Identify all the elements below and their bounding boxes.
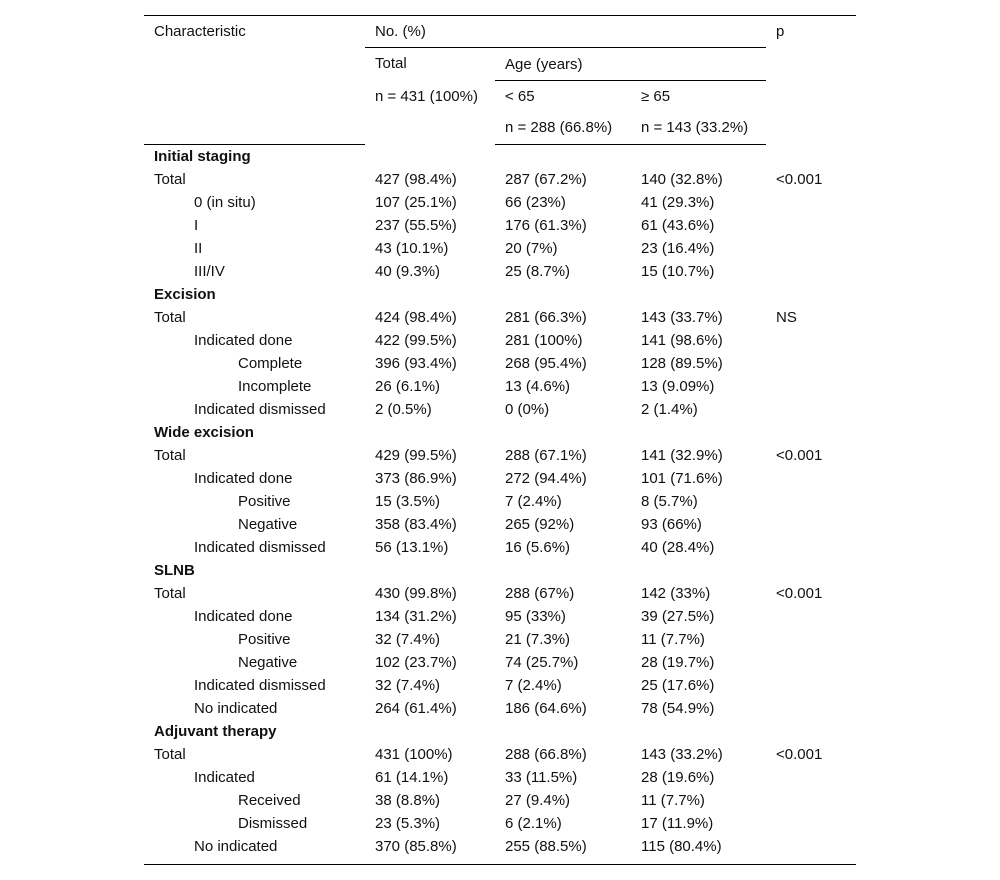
cell-total: 15 (3.5%) — [375, 493, 441, 510]
cell-ge-65: 143 (33.7%) — [641, 309, 723, 326]
cell-ge-65: 23 (16.4%) — [641, 240, 715, 257]
cell-total: 32 (7.4%) — [375, 631, 441, 648]
row-label: Total — [154, 171, 186, 188]
cell-lt-65: 74 (25.7%) — [505, 654, 579, 671]
cell-total: 427 (98.4%) — [375, 171, 457, 188]
row-label: Incomplete — [238, 378, 312, 395]
cell-lt-65: 281 (100%) — [505, 332, 583, 349]
cell-ge-65: 141 (32.9%) — [641, 447, 723, 464]
cell-p: <0.001 — [776, 585, 823, 602]
cell-ge-65: 78 (54.9%) — [641, 700, 715, 717]
cell-total: 32 (7.4%) — [375, 677, 441, 694]
row-label: Total — [154, 447, 186, 464]
cell-total: 424 (98.4%) — [375, 309, 457, 326]
section-heading: Initial staging — [154, 148, 251, 165]
cell-ge-65: 61 (43.6%) — [641, 217, 715, 234]
cell-ge-65: 8 (5.7%) — [641, 493, 698, 510]
cell-total: 107 (25.1%) — [375, 194, 457, 211]
cell-lt-65: 272 (94.4%) — [505, 470, 587, 487]
cell-lt-65: 66 (23%) — [505, 194, 566, 211]
bottom-rule — [144, 864, 856, 865]
cell-lt-65: 281 (66.3%) — [505, 309, 587, 326]
cell-total: 2 (0.5%) — [375, 401, 432, 418]
cell-ge-65: 142 (33%) — [641, 585, 711, 602]
cell-total: 373 (86.9%) — [375, 470, 457, 487]
age-groups-rule — [495, 144, 766, 145]
characteristic-rule — [144, 144, 365, 145]
no-pct-rule — [365, 47, 766, 48]
row-label: Complete — [238, 355, 303, 372]
section-heading: SLNB — [154, 562, 195, 579]
cell-ge-65: 25 (17.6%) — [641, 677, 715, 694]
section-heading: Wide excision — [154, 424, 254, 441]
cell-total: 102 (23.7%) — [375, 654, 457, 671]
cell-ge-65: 128 (89.5%) — [641, 355, 723, 372]
header-p: p — [776, 23, 785, 40]
cell-p: <0.001 — [776, 171, 823, 188]
header-ge65: ≥ 65 — [641, 88, 671, 105]
cell-lt-65: 268 (95.4%) — [505, 355, 587, 372]
cell-lt-65: 7 (2.4%) — [505, 677, 562, 694]
cell-lt-65: 33 (11.5%) — [505, 769, 578, 786]
header-age-years: Age (years) — [505, 56, 583, 73]
cell-ge-65: 140 (32.8%) — [641, 171, 723, 188]
row-label: No indicated — [194, 700, 278, 717]
row-label: Indicated dismissed — [194, 677, 326, 694]
cell-p: <0.001 — [776, 746, 823, 763]
cell-ge-65: 39 (27.5%) — [641, 608, 715, 625]
age-rule — [495, 80, 766, 81]
cell-ge-65: 40 (28.4%) — [641, 539, 715, 556]
cell-total: 370 (85.8%) — [375, 838, 457, 855]
cell-ge-65: 101 (71.6%) — [641, 470, 723, 487]
cell-ge-65: 28 (19.7%) — [641, 654, 715, 671]
header-n-total: n = 431 (100%) — [375, 88, 478, 105]
cell-lt-65: 176 (61.3%) — [505, 217, 587, 234]
cell-lt-65: 27 (9.4%) — [505, 792, 571, 809]
cell-lt-65: 0 (0%) — [505, 401, 550, 418]
cell-ge-65: 143 (33.2%) — [641, 746, 723, 763]
cell-lt-65: 13 (4.6%) — [505, 378, 571, 395]
section-heading: Excision — [154, 286, 216, 303]
section-heading: Adjuvant therapy — [154, 723, 277, 740]
cell-ge-65: 41 (29.3%) — [641, 194, 715, 211]
row-label: Total — [154, 746, 186, 763]
cell-total: 43 (10.1%) — [375, 240, 449, 257]
cell-lt-65: 21 (7.3%) — [505, 631, 571, 648]
header-characteristic: Characteristic — [154, 23, 246, 40]
cell-lt-65: 95 (33%) — [505, 608, 566, 625]
cell-total: 38 (8.8%) — [375, 792, 441, 809]
header-n-lt65: n = 288 (66.8%) — [505, 119, 613, 136]
cell-lt-65: 25 (8.7%) — [505, 263, 571, 280]
cell-lt-65: 288 (66.8%) — [505, 746, 587, 763]
header-no-pct: No. (%) — [375, 23, 426, 40]
row-label: Total — [154, 585, 186, 602]
cell-lt-65: 7 (2.4%) — [505, 493, 562, 510]
cell-total: 264 (61.4%) — [375, 700, 457, 717]
cell-ge-65: 13 (9.09%) — [641, 378, 715, 395]
cell-ge-65: 2 (1.4%) — [641, 401, 698, 418]
cell-lt-65: 287 (67.2%) — [505, 171, 587, 188]
row-label: I — [194, 217, 199, 234]
header-n-ge65: n = 143 (33.2%) — [641, 119, 749, 136]
top-rule — [144, 15, 856, 16]
row-label: Indicated done — [194, 470, 293, 487]
cell-lt-65: 288 (67.1%) — [505, 447, 587, 464]
row-label: Indicated — [194, 769, 255, 786]
cell-ge-65: 11 (7.7%) — [641, 631, 705, 648]
row-label: No indicated — [194, 838, 278, 855]
cell-ge-65: 15 (10.7%) — [641, 263, 715, 280]
cell-p: NS — [776, 309, 797, 326]
cell-total: 40 (9.3%) — [375, 263, 441, 280]
cell-total: 358 (83.4%) — [375, 516, 457, 533]
cell-lt-65: 6 (2.1%) — [505, 815, 562, 832]
row-label: Received — [238, 792, 301, 809]
cell-ge-65: 141 (98.6%) — [641, 332, 723, 349]
cell-total: 430 (99.8%) — [375, 585, 457, 602]
cell-total: 26 (6.1%) — [375, 378, 441, 395]
header-total: Total — [375, 55, 407, 72]
cell-lt-65: 186 (64.6%) — [505, 700, 587, 717]
cell-ge-65: 11 (7.7%) — [641, 792, 705, 809]
row-label: Dismissed — [238, 815, 308, 832]
cell-total: 61 (14.1%) — [375, 769, 449, 786]
row-label: 0 (in situ) — [194, 194, 256, 211]
row-label: Indicated dismissed — [194, 539, 326, 556]
cell-lt-65: 265 (92%) — [505, 516, 575, 533]
row-label: Indicated done — [194, 332, 293, 349]
cell-total: 237 (55.5%) — [375, 217, 457, 234]
cell-p: <0.001 — [776, 447, 823, 464]
cell-ge-65: 17 (11.9%) — [641, 815, 714, 832]
cell-ge-65: 93 (66%) — [641, 516, 702, 533]
header-lt65: < 65 — [505, 88, 535, 105]
row-label: Negative — [238, 516, 298, 533]
cell-total: 134 (31.2%) — [375, 608, 457, 625]
row-label: III/IV — [194, 263, 225, 280]
cell-total: 396 (93.4%) — [375, 355, 457, 372]
row-label: Positive — [238, 493, 291, 510]
data-table — [144, 15, 856, 865]
cell-total: 431 (100%) — [375, 746, 453, 763]
cell-lt-65: 20 (7%) — [505, 240, 558, 257]
cell-lt-65: 288 (67%) — [505, 585, 575, 602]
row-label: Total — [154, 309, 186, 326]
cell-ge-65: 115 (80.4%) — [641, 838, 722, 855]
row-label: Indicated dismissed — [194, 401, 326, 418]
cell-lt-65: 16 (5.6%) — [505, 539, 571, 556]
cell-total: 23 (5.3%) — [375, 815, 441, 832]
row-label: Negative — [238, 654, 298, 671]
cell-total: 56 (13.1%) — [375, 539, 449, 556]
cell-ge-65: 28 (19.6%) — [641, 769, 715, 786]
row-label: II — [194, 240, 203, 257]
cell-lt-65: 255 (88.5%) — [505, 838, 587, 855]
row-label: Positive — [238, 631, 291, 648]
cell-total: 422 (99.5%) — [375, 332, 457, 349]
cell-total: 429 (99.5%) — [375, 447, 457, 464]
row-label: Indicated done — [194, 608, 293, 625]
